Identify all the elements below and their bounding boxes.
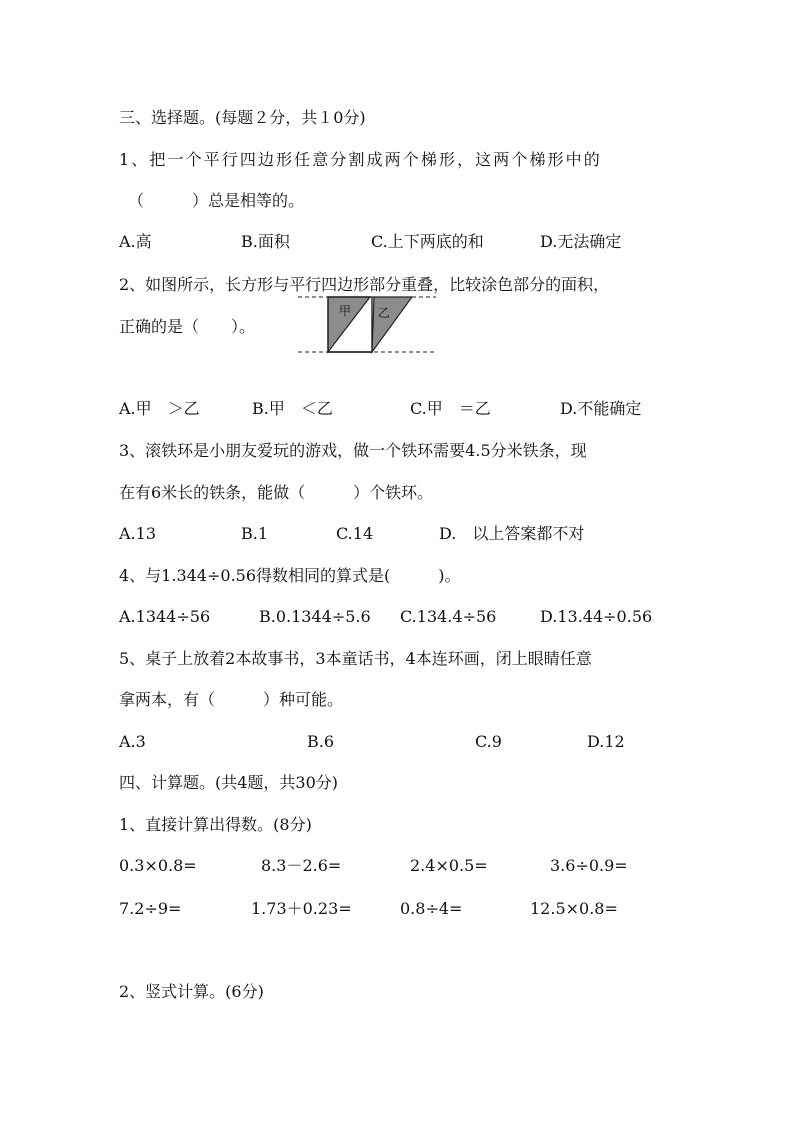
q3-option-d: D. 以上答案都不对	[439, 524, 585, 543]
q3-option-a: A.13	[119, 524, 156, 543]
calc-item: 7.2÷9=	[119, 899, 182, 918]
q1-option-c: C.上下两底的和	[371, 232, 484, 251]
q4-line1: 4、与1.344÷0.56得数相同的算式是( )。	[119, 566, 461, 585]
q2-line2: 正确的是（ ）。	[119, 317, 256, 336]
q1-line1: 1、把一个平行四边形任意分割成两个梯形，这两个梯形中的	[119, 150, 602, 169]
q5-line1: 5、桌子上放着2本故事书，3本童话书，4本连环画，闭上眼睛任意	[119, 649, 592, 668]
q5-option-c: C.9	[475, 732, 502, 751]
q2-option-b: B.甲 ＜乙	[252, 399, 333, 418]
calc-item: 8.3－2.6=	[261, 856, 342, 875]
q5-option-d: D.12	[587, 732, 625, 751]
calc-part1-title: 1、直接计算出得数。(8分)	[119, 815, 312, 834]
q5-option-b: B.6	[307, 732, 335, 751]
calc-part2-title: 2、竖式计算。(6分)	[119, 982, 264, 1001]
q1-option-d: D.无法确定	[540, 232, 622, 251]
q3-line2: 在有6米长的铁条，能做（ ）个铁环。	[119, 483, 434, 502]
q2-option-a: A.甲 ＞乙	[119, 399, 200, 418]
calc-item: 2.4×0.5=	[410, 856, 488, 875]
q1-line2: （ ）总是相等的。	[128, 191, 305, 210]
calc-item: 0.8÷4=	[400, 899, 463, 918]
calc-item: 3.6÷0.9=	[550, 856, 628, 875]
calc-item: 1.73＋0.23=	[251, 899, 352, 918]
overlap-figure	[298, 292, 440, 356]
calc-item: 12.5×0.8=	[530, 899, 618, 918]
figure-label-jia: 甲	[339, 304, 352, 318]
q4-option-b: B.0.1344÷5.6	[259, 607, 371, 626]
q3-option-b: B.1	[241, 524, 269, 543]
q3-line1: 3、滚铁环是小朋友爱玩的游戏，做一个铁环需要4.5分米铁条，现	[119, 441, 587, 460]
calc-item: 0.3×0.8=	[119, 856, 197, 875]
q3-option-c: C.14	[336, 524, 374, 543]
q5-line2: 拿两本，有（ ）种可能。	[119, 690, 344, 709]
q1-option-b: B.面积	[241, 232, 290, 251]
section3-title: 三、选择题。(每题２分，共１0分)	[119, 108, 366, 127]
q2-line1: 2、如图所示，长方形与平行四边形部分重叠，比较涂色部分的面积，	[119, 275, 610, 294]
q5-option-a: A.3	[119, 732, 146, 751]
q1-option-a: A.高	[119, 232, 152, 251]
q4-option-a: A.1344÷56	[119, 607, 211, 626]
q4-option-c: C.134.4÷56	[400, 607, 497, 626]
q4-option-d: D.13.44÷0.56	[540, 607, 653, 626]
section4-title: 四、计算题。(共4题，共30分)	[119, 773, 339, 792]
q2-option-c: C.甲 ＝乙	[410, 399, 491, 418]
q2-option-d: D.不能确定	[560, 399, 642, 418]
figure-label-yi: 乙	[378, 306, 391, 320]
